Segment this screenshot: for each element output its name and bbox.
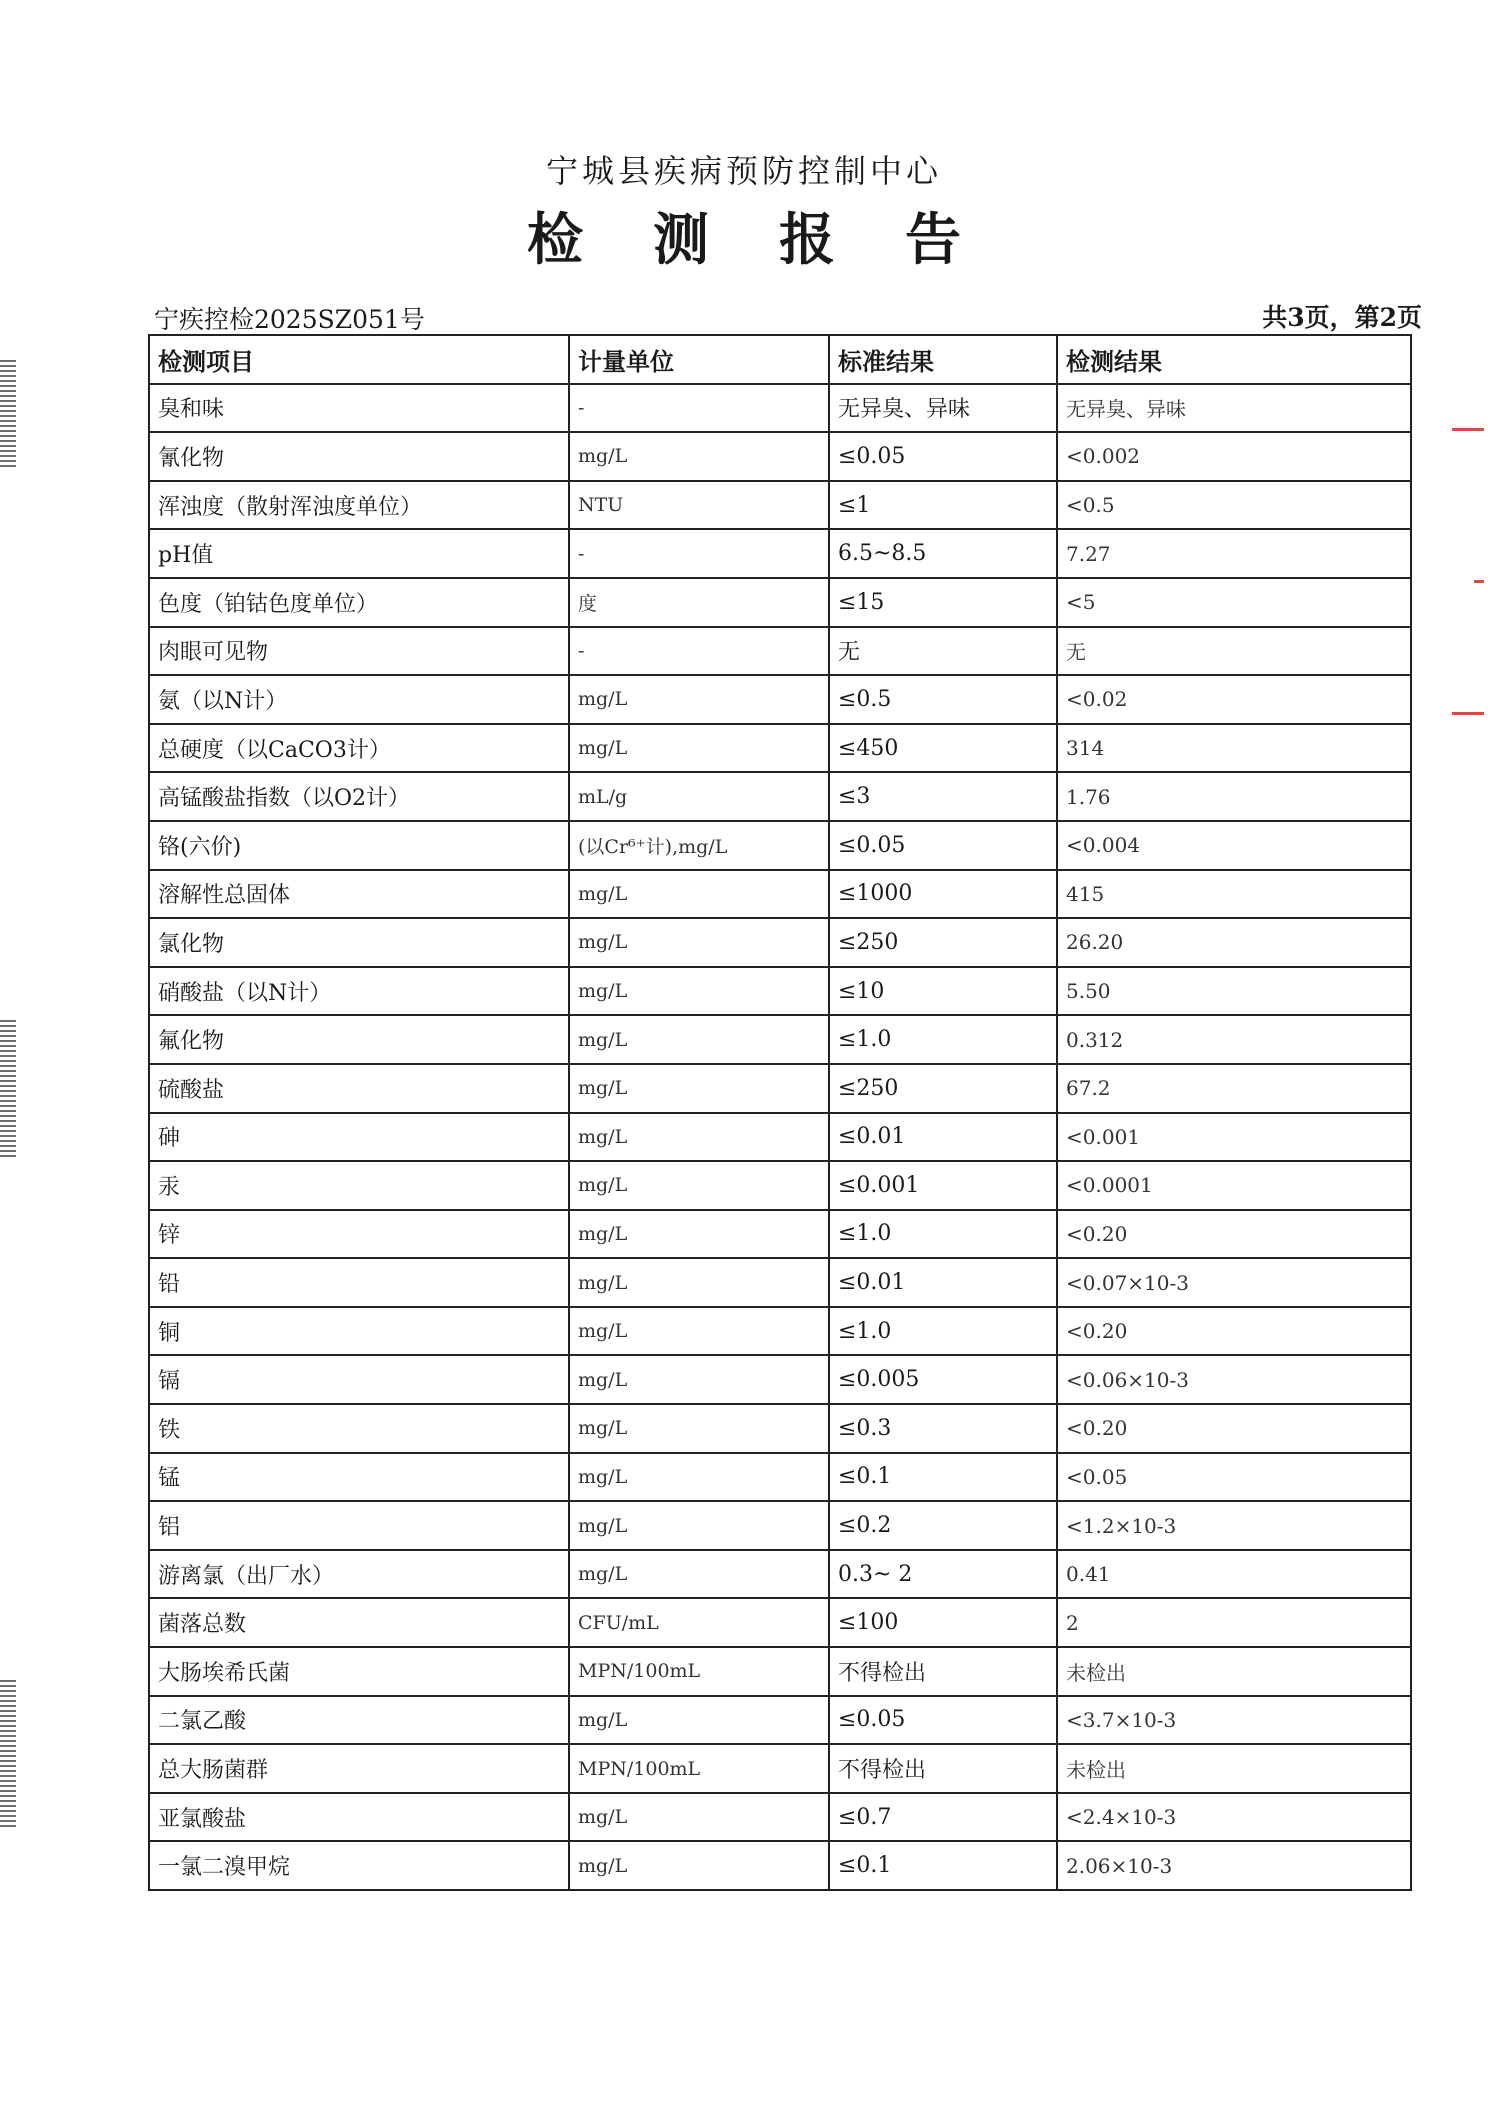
standard-value: ≤0.5 bbox=[829, 675, 1057, 724]
table-row bbox=[149, 1307, 1411, 1356]
standard-value: ≤0.005 bbox=[829, 1355, 1057, 1404]
test-result: <0.05 bbox=[1057, 1453, 1411, 1502]
table-row bbox=[149, 1501, 1411, 1550]
test-item: 锰 bbox=[149, 1453, 569, 1502]
table-row bbox=[149, 529, 1411, 578]
unit: mg/L bbox=[569, 432, 829, 481]
test-result: <0.02 bbox=[1057, 675, 1411, 724]
unit: mg/L bbox=[569, 1793, 829, 1842]
test-item: 高锰酸盐指数（以O2计） bbox=[149, 772, 569, 821]
test-result: 未检出 bbox=[1057, 1744, 1411, 1793]
standard-value: ≤1.0 bbox=[829, 1015, 1057, 1064]
unit: mg/L bbox=[569, 724, 829, 773]
test-item: 二氯乙酸 bbox=[149, 1696, 569, 1745]
test-result: 2 bbox=[1057, 1598, 1411, 1647]
test-item: 溶解性总固体 bbox=[149, 870, 569, 919]
table-row bbox=[149, 432, 1411, 481]
test-result: 未检出 bbox=[1057, 1647, 1411, 1696]
table-row bbox=[149, 1064, 1411, 1113]
standard-value: ≤0.2 bbox=[829, 1501, 1057, 1550]
test-item: 氟化物 bbox=[149, 1015, 569, 1064]
table-row bbox=[149, 1647, 1411, 1696]
report-number: 宁疾控检2025SZ051号 bbox=[154, 305, 425, 334]
test-item: 总大肠菌群 bbox=[149, 1744, 569, 1793]
test-result: 314 bbox=[1057, 724, 1411, 773]
unit: mg/L bbox=[569, 870, 829, 919]
column-header-item: 检测项目 bbox=[149, 335, 569, 384]
table-row bbox=[149, 772, 1411, 821]
standard-value: ≤1 bbox=[829, 481, 1057, 530]
test-result: 7.27 bbox=[1057, 529, 1411, 578]
test-result: 无 bbox=[1057, 627, 1411, 676]
test-item: 菌落总数 bbox=[149, 1598, 569, 1647]
unit: mg/L bbox=[569, 1841, 829, 1890]
table-row bbox=[149, 675, 1411, 724]
unit: mg/L bbox=[569, 1550, 829, 1599]
unit: mg/L bbox=[569, 1307, 829, 1356]
unit: mg/L bbox=[569, 1161, 829, 1210]
table-row bbox=[149, 1550, 1411, 1599]
table-row bbox=[149, 918, 1411, 967]
test-item: 亚氯酸盐 bbox=[149, 1793, 569, 1842]
test-item: 总硬度（以CaCO3计） bbox=[149, 724, 569, 773]
unit: mg/L bbox=[569, 1696, 829, 1745]
test-result: <0.20 bbox=[1057, 1404, 1411, 1453]
standard-value: ≤3 bbox=[829, 772, 1057, 821]
table-row bbox=[149, 1015, 1411, 1064]
table-row bbox=[149, 481, 1411, 530]
column-header-unit: 计量单位 bbox=[569, 335, 829, 384]
unit: mg/L bbox=[569, 1210, 829, 1259]
report-title: 检测报告 bbox=[527, 207, 1031, 273]
table-row bbox=[149, 1355, 1411, 1404]
unit: (以Cr⁶⁺计),mg/L bbox=[569, 821, 829, 870]
unit: - bbox=[569, 529, 829, 578]
table-row bbox=[149, 1453, 1411, 1502]
standard-value: ≤0.3 bbox=[829, 1404, 1057, 1453]
test-item: 氯化物 bbox=[149, 918, 569, 967]
table-row bbox=[149, 1113, 1411, 1162]
standard-value: 不得检出 bbox=[829, 1647, 1057, 1696]
test-result: <2.4×10-3 bbox=[1057, 1793, 1411, 1842]
table-row bbox=[149, 1841, 1411, 1890]
standard-value: ≤0.05 bbox=[829, 432, 1057, 481]
unit: mL/g bbox=[569, 772, 829, 821]
unit: mg/L bbox=[569, 1453, 829, 1502]
table-row bbox=[149, 967, 1411, 1016]
test-item: 一氯二溴甲烷 bbox=[149, 1841, 569, 1890]
test-result: <0.20 bbox=[1057, 1307, 1411, 1356]
test-result: <0.002 bbox=[1057, 432, 1411, 481]
test-item: 氨（以N计） bbox=[149, 675, 569, 724]
standard-value: ≤1000 bbox=[829, 870, 1057, 919]
table-row bbox=[149, 1793, 1411, 1842]
standard-value: ≤1.0 bbox=[829, 1307, 1057, 1356]
scan-edge-artifact bbox=[0, 360, 16, 470]
standard-value: ≤450 bbox=[829, 724, 1057, 773]
unit: mg/L bbox=[569, 1064, 829, 1113]
standard-value: ≤10 bbox=[829, 967, 1057, 1016]
unit: 度 bbox=[569, 578, 829, 627]
scan-edge-artifact bbox=[0, 1020, 16, 1160]
unit: MPN/100mL bbox=[569, 1647, 829, 1696]
standard-value: ≤1.0 bbox=[829, 1210, 1057, 1259]
test-result: 2.06×10-3 bbox=[1057, 1841, 1411, 1890]
test-result: 5.50 bbox=[1057, 967, 1411, 1016]
unit: mg/L bbox=[569, 918, 829, 967]
test-result: <1.2×10-3 bbox=[1057, 1501, 1411, 1550]
standard-value: ≤100 bbox=[829, 1598, 1057, 1647]
unit: mg/L bbox=[569, 1015, 829, 1064]
unit: mg/L bbox=[569, 1404, 829, 1453]
table-row bbox=[149, 1258, 1411, 1307]
test-result: <0.06×10-3 bbox=[1057, 1355, 1411, 1404]
results-table bbox=[148, 334, 1412, 1891]
standard-value: ≤0.05 bbox=[829, 1696, 1057, 1745]
unit: CFU/mL bbox=[569, 1598, 829, 1647]
test-result: 0.41 bbox=[1057, 1550, 1411, 1599]
unit: mg/L bbox=[569, 1355, 829, 1404]
unit: mg/L bbox=[569, 1258, 829, 1307]
unit: MPN/100mL bbox=[569, 1744, 829, 1793]
test-item: 锌 bbox=[149, 1210, 569, 1259]
test-result: 26.20 bbox=[1057, 918, 1411, 967]
test-result: 67.2 bbox=[1057, 1064, 1411, 1113]
table-row bbox=[149, 724, 1411, 773]
test-item: 大肠埃希氏菌 bbox=[149, 1647, 569, 1696]
test-result: <0.004 bbox=[1057, 821, 1411, 870]
unit: mg/L bbox=[569, 967, 829, 1016]
unit: - bbox=[569, 384, 829, 433]
standard-value: ≤0.01 bbox=[829, 1113, 1057, 1162]
table-row bbox=[149, 870, 1411, 919]
test-result: 0.312 bbox=[1057, 1015, 1411, 1064]
test-result: 无异臭、异味 bbox=[1057, 384, 1411, 433]
test-item: 氰化物 bbox=[149, 432, 569, 481]
page-info: 共3页，第2页 bbox=[1262, 303, 1422, 332]
table-row bbox=[149, 1404, 1411, 1453]
table-row bbox=[149, 384, 1411, 433]
test-result: 415 bbox=[1057, 870, 1411, 919]
test-item: 硝酸盐（以N计） bbox=[149, 967, 569, 1016]
standard-value: 无 bbox=[829, 627, 1057, 676]
table-row bbox=[149, 821, 1411, 870]
test-result: <0.5 bbox=[1057, 481, 1411, 530]
test-item: 铝 bbox=[149, 1501, 569, 1550]
red-stamp-edge bbox=[1454, 420, 1488, 720]
standard-value: ≤250 bbox=[829, 918, 1057, 967]
scan-edge-artifact bbox=[0, 1680, 16, 1830]
table-row bbox=[149, 578, 1411, 627]
standard-value: ≤250 bbox=[829, 1064, 1057, 1113]
test-item: 砷 bbox=[149, 1113, 569, 1162]
test-result: <0.0001 bbox=[1057, 1161, 1411, 1210]
test-result: 1.76 bbox=[1057, 772, 1411, 821]
table-row bbox=[149, 1598, 1411, 1647]
table-row bbox=[149, 1210, 1411, 1259]
test-item: 铬(六价) bbox=[149, 821, 569, 870]
standard-value: ≤15 bbox=[829, 578, 1057, 627]
test-item: 硫酸盐 bbox=[149, 1064, 569, 1113]
test-result: <0.001 bbox=[1057, 1113, 1411, 1162]
standard-value: ≤0.001 bbox=[829, 1161, 1057, 1210]
test-item: 肉眼可见物 bbox=[149, 627, 569, 676]
unit: NTU bbox=[569, 481, 829, 530]
table-row bbox=[149, 1161, 1411, 1210]
standard-value: ≤0.01 bbox=[829, 1258, 1057, 1307]
test-item: 汞 bbox=[149, 1161, 569, 1210]
organization-name: 宁城县疾病预防控制中心 bbox=[545, 152, 942, 190]
test-item: 浑浊度（散射浑浊度单位） bbox=[149, 481, 569, 530]
test-item: 色度（铂钴色度单位） bbox=[149, 578, 569, 627]
standard-value: ≤0.1 bbox=[829, 1453, 1057, 1502]
test-result: <0.07×10-3 bbox=[1057, 1258, 1411, 1307]
standard-value: 不得检出 bbox=[829, 1744, 1057, 1793]
test-result: <5 bbox=[1057, 578, 1411, 627]
test-item: 铜 bbox=[149, 1307, 569, 1356]
column-header-result: 检测结果 bbox=[1057, 335, 1411, 384]
standard-value: ≤0.1 bbox=[829, 1841, 1057, 1890]
standard-value: 无异臭、异味 bbox=[829, 384, 1057, 433]
standard-value: ≤0.7 bbox=[829, 1793, 1057, 1842]
unit: mg/L bbox=[569, 1501, 829, 1550]
test-item: 铅 bbox=[149, 1258, 569, 1307]
standard-value: 6.5~8.5 bbox=[829, 529, 1057, 578]
test-item: pH值 bbox=[149, 529, 569, 578]
standard-value: ≤0.05 bbox=[829, 821, 1057, 870]
test-item: 镉 bbox=[149, 1355, 569, 1404]
table-row bbox=[149, 1696, 1411, 1745]
test-item: 游离氯（出厂水） bbox=[149, 1550, 569, 1599]
standard-value: 0.3~ 2 bbox=[829, 1550, 1057, 1599]
test-result: <0.20 bbox=[1057, 1210, 1411, 1259]
unit: mg/L bbox=[569, 675, 829, 724]
test-result: <3.7×10-3 bbox=[1057, 1696, 1411, 1745]
test-item: 臭和味 bbox=[149, 384, 569, 433]
unit: - bbox=[569, 627, 829, 676]
test-item: 铁 bbox=[149, 1404, 569, 1453]
table-header-row bbox=[149, 335, 1411, 384]
column-header-standard: 标准结果 bbox=[829, 335, 1057, 384]
table-row bbox=[149, 1744, 1411, 1793]
unit: mg/L bbox=[569, 1113, 829, 1162]
table-row bbox=[149, 627, 1411, 676]
